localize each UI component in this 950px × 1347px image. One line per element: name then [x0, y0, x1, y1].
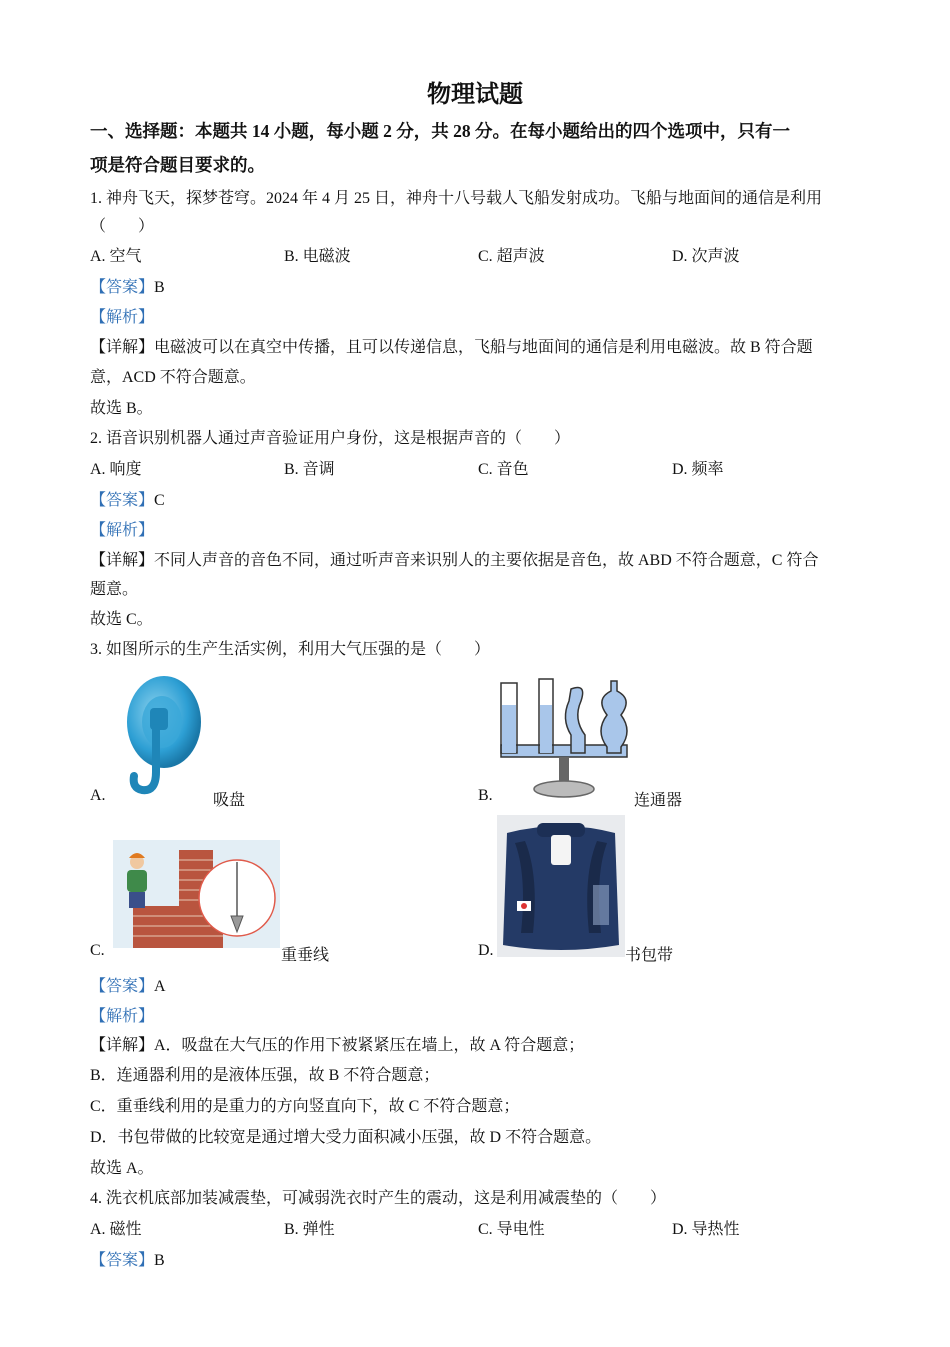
q2-answer	[90, 487, 165, 510]
q3-option-b-letter: B.	[478, 787, 493, 804]
q3-stem: 3. 如图所示的生产生活实例，利用大气压强的是（ ）	[90, 641, 491, 658]
plumb-line-image	[113, 840, 280, 948]
q4-stem: 4. 洗衣机底部加装减震垫，可减弱洗衣时产生的震动，这是利用减震垫的（ ）	[90, 1190, 667, 1207]
q4-option-c: C. 导电性	[478, 1221, 545, 1238]
backpack-image	[497, 815, 625, 957]
q2-detail-line1: 【详解】不同人声音的音色不同，通过听声音来识别人的主要依据是音色，故 ABD 不符合题意，C 符合	[90, 552, 819, 569]
q1-conclusion: 故选 B。	[90, 400, 153, 417]
q1-analysis-tag: 【解析】	[90, 309, 155, 326]
q2-option-a: A. 响度	[90, 461, 142, 478]
q1-stem-line1: 1. 神舟飞天，探梦苍穹。2024 年 4 月 25 日，神舟十八号载人飞船发射成功。飞船与地面间的通信是利用	[90, 190, 823, 207]
q1-stem-line2: （ ）	[90, 218, 155, 235]
answer-tag: 【答案】	[90, 978, 155, 995]
q3-conclusion: 故选 A。	[90, 1160, 154, 1177]
q1-detail-line1: 【详解】电磁波可以在真空中传播，且可以传递信息，飞船与地面间的通信是利用电磁波。故 B 符合题	[90, 339, 813, 356]
q4-option-a: A. 磁性	[90, 1221, 142, 1238]
q3-detail-line1: 【详解】A．吸盘在大气压的作用下被紧紧压在墙上，故 A 符合题意；	[90, 1037, 585, 1054]
communicating-vessels-image	[495, 675, 640, 803]
q1-option-c: C. 超声波	[478, 248, 545, 265]
q3-detail-line2: B．连通器利用的是液体压强，故 B 不符合题意；	[90, 1067, 440, 1084]
q3-option-a-caption: 吸盘	[213, 792, 246, 809]
suction-cup-hook-image	[112, 672, 207, 800]
q2-option-d: D. 频率	[672, 461, 724, 478]
q3-detail-line4: D．书包带做的比较宽是通过增大受力面积减小压强，故 D 不符合题意。	[90, 1129, 602, 1146]
q3-option-d-caption: 书包带	[625, 947, 674, 964]
answer-tag: 【答案】	[90, 279, 155, 296]
q1-option-a: A. 空气	[90, 248, 142, 265]
q1-answer-value: B	[154, 279, 165, 296]
q3-detail-line3: C．重垂线利用的是重力的方向竖直向下，故 C 不符合题意；	[90, 1098, 520, 1115]
answer-tag: 【答案】	[90, 492, 155, 509]
answer-tag: 【答案】	[90, 1252, 155, 1269]
q2-answer-value: C	[154, 492, 165, 509]
q4-answer	[90, 1247, 165, 1270]
q2-option-b: B. 音调	[284, 461, 335, 478]
q3-analysis-tag: 【解析】	[90, 1008, 155, 1025]
q3-option-a-letter: A.	[90, 787, 106, 804]
q2-conclusion: 故选 C。	[90, 611, 153, 628]
q2-option-c: C. 音色	[478, 461, 529, 478]
q3-answer	[90, 973, 166, 996]
q3-option-b-caption: 连通器	[634, 792, 683, 809]
q2-analysis-tag: 【解析】	[90, 522, 155, 539]
q3-answer-value: A	[154, 978, 166, 995]
q3-option-c-letter: C.	[90, 942, 105, 959]
q1-detail-line2: 意，ACD 不符合题意。	[90, 369, 256, 386]
q4-option-d: D. 导热性	[672, 1221, 740, 1238]
q3-option-d-letter: D.	[478, 942, 494, 959]
section-header-line1: 一、选择题：本题共 14 小题，每小题 2 分，共 28 分。在每小题给出的四个选项中，只有一	[90, 121, 790, 141]
q1-answer	[90, 274, 165, 297]
q3-option-c-caption: 重垂线	[281, 947, 330, 964]
q4-option-b: B. 弹性	[284, 1221, 335, 1238]
q1-option-d: D. 次声波	[672, 248, 740, 265]
section-header-line2: 项是符合题目要求的。	[90, 155, 265, 175]
q1-option-b: B. 电磁波	[284, 248, 351, 265]
q4-answer-value: B	[154, 1252, 165, 1269]
page-title: 物理试题	[427, 82, 523, 108]
q2-stem: 2. 语音识别机器人通过声音验证用户身份，这是根据声音的（ ）	[90, 430, 571, 447]
q2-detail-line2: 题意。	[90, 581, 139, 598]
